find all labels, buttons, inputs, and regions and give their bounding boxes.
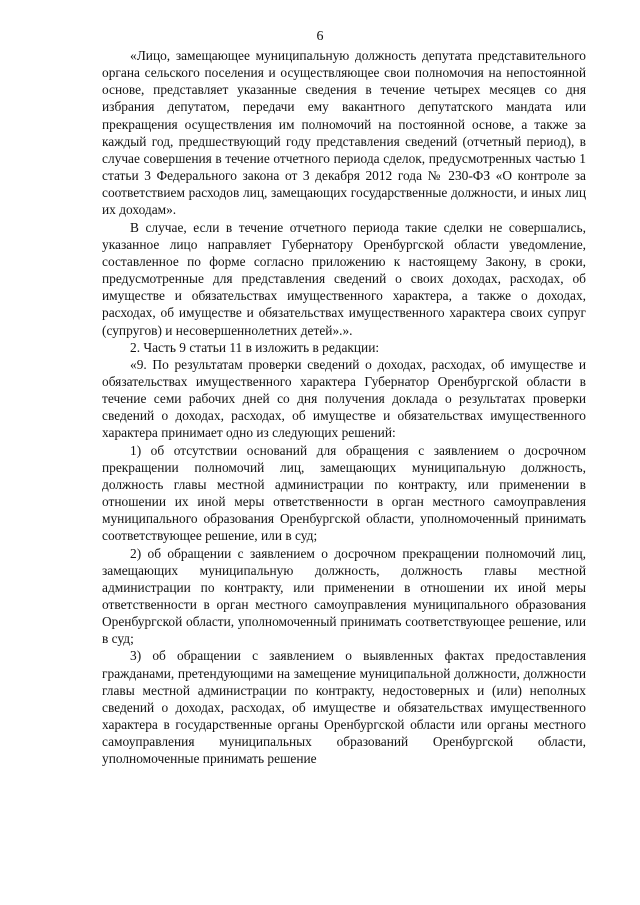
list-item-decision-2: 2) об обращении с заявлением о досрочном прекращении полномочий лиц, замещающих муниципальную должность, должность главы местной администрации по контракту, или применении в отношении их иной меры ответственности в орган местного самоуправления муниципального образования Оренбургской области, уполномоченный принимать соответствующее решение, или в суд; xyxy=(102,545,586,647)
paragraph-deputy-reporting: «Лицо, замещающее муниципальную должность депутата представительного органа сельского поселения и осуществляющее свои полномочия на непостоянной основе, представляет указанные сведения в течение четырех месяцев со дня избрания депутатом, передачи ему вакантного депутатского мандата или прекращения осуществления им полномочий на постоянной основе, а также за каждый год, предшествующий году представления сведений (отчетный период), в случае совершения в течение отчетного периода сделок, предусмотренных частью 1 статьи 3 Федерального закона от 3 декабря 2012 года № 230-ФЗ «О контроле за соответствием расходов лиц, замещающих государственные должности, и иных лиц их доходам». xyxy=(102,48,586,218)
paragraph-verification-results: «9. По результатам проверки сведений о доходах, расходах, об имуществе и обязательствах имущественного характера Губернатор Оренбургской области в течение семи рабочих дней со дня получения доклада о результатах проверки сведений о доходах, расходах, об имуществе и обязательствах имущественного характера принимает одно из следующих решений: xyxy=(102,356,586,441)
paragraph-no-transactions-notice: В случае, если в течение отчетного периода такие сделки не совершались, указанное лицо направляет Губернатору Оренбургской области уведомление, составленное по форме согласно приложению к настоящему Закону, в сроки, предусмотренные для представления сведений о своих доходах, расходах, об имуществе и обязательствах имущественного характера, а также о доходах, расходах, об имуществе и обязательствах имущественного характера своих супруг (супругов) и несовершеннолетних детей».». xyxy=(102,219,586,338)
paragraph-amendment-part-9: 2. Часть 9 статьи 11 в изложить в редакции: xyxy=(130,339,380,355)
list-item-decision-3: 3) об обращении с заявлением о выявленных фактах предоставления гражданами, претендующими на замещение муниципальной должности, должности главы местной администрации по контракту, недостоверных и (или) неполных сведений о доходах, расходах, об имуществе и обязательствах имущественного характера в государственные органы Оренбургской области или органы местного самоуправления муниципальных образований Оренбургской области, уполномоченные принимать решение xyxy=(102,648,586,767)
page-number: 6 xyxy=(316,29,324,44)
list-item-decision-1: 1) об отсутствии оснований для обращения с заявлением о досрочном прекращении полномочий лиц, замещающих муниципальную должность, должность главы местной администрации по контракту, или применении в отношении их иной меры ответственности в орган местного самоуправления муниципального образования Оренбургской области, уполномоченный принимать соответствующее решение, или в суд; xyxy=(102,442,586,544)
document-body xyxy=(102,47,586,768)
